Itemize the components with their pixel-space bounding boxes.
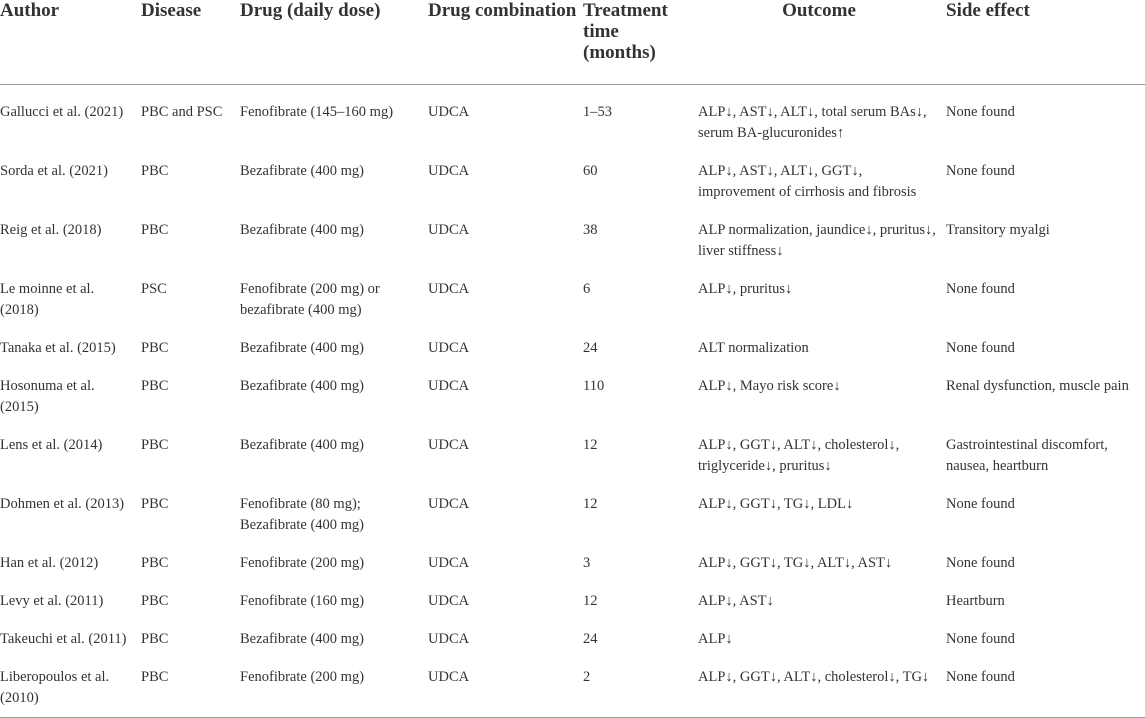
table-row <box>0 477 1145 536</box>
cell-author: Tanaka et al. (2015) <box>0 339 116 356</box>
header-disease: Disease <box>141 0 240 84</box>
cell-drug: Bezafibrate (400 mg) <box>240 436 365 453</box>
cell-disease: PBC <box>141 162 169 179</box>
cell-disease: PBC <box>141 592 169 609</box>
cell-author: Takeuchi et al. (2011) <box>0 630 127 647</box>
cell-side-effect: None found <box>946 495 1015 512</box>
cell-outcome: ALP↓, pruritus↓ <box>698 280 793 297</box>
cell-author: Hosonuma et al. (2015) <box>0 377 95 415</box>
cell-outcome: ALP↓, Mayo risk score↓ <box>698 377 841 394</box>
cell-disease: PBC and PSC <box>141 103 223 120</box>
cell-side-effect: None found <box>946 162 1015 179</box>
cell-outcome: ALP↓, AST↓, ALT↓, total serum BAs↓, serum BA-glucuronides↑ <box>698 103 927 141</box>
cell-side-effect: Renal dysfunction, muscle pain <box>946 377 1129 394</box>
cell-outcome: ALP↓, GGT↓, TG↓, LDL↓ <box>698 495 854 512</box>
header-outcome: Outcome <box>698 0 946 84</box>
cell-disease: PBC <box>141 495 169 512</box>
cell-author: Reig et al. (2018) <box>0 221 102 238</box>
cell-outcome: ALP↓, GGT↓, TG↓, ALT↓, AST↓ <box>698 554 893 571</box>
cell-drug: Fenofibrate (200 mg) or bezafibrate (400 mg) <box>240 280 380 318</box>
cell-outcome: ALP↓, GGT↓, ALT↓, cholesterol↓, TG↓ <box>698 650 946 718</box>
cell-treatment-time: 12 <box>583 436 598 453</box>
cell-outcome: ALP↓ <box>698 630 733 647</box>
table-row <box>0 574 1145 612</box>
cell-drug: Fenofibrate (200 mg) <box>240 554 365 571</box>
cell-treatment-time: 3 <box>583 554 591 571</box>
cell-combination: UDCA <box>428 221 470 238</box>
cell-author: Sorda et al. (2021) <box>0 162 108 179</box>
cell-disease: PBC <box>141 630 169 647</box>
cell-side-effect: None found <box>946 339 1015 356</box>
table-row <box>0 262 1145 321</box>
header-author: Author <box>0 0 141 84</box>
cell-outcome: ALP↓, GGT↓, ALT↓, cholesterol↓, triglyceride↓, pruritus↓ <box>698 436 900 474</box>
cell-drug: Bezafibrate (400 mg) <box>240 377 365 394</box>
cell-disease: PBC <box>141 650 240 718</box>
cell-outcome: ALT normalization <box>698 339 809 356</box>
cell-combination: UDCA <box>428 377 470 394</box>
cell-side-effect: None found <box>946 630 1015 647</box>
cell-disease: PBC <box>141 221 169 238</box>
cell-author: Levy et al. (2011) <box>0 592 104 609</box>
cell-disease: PBC <box>141 377 169 394</box>
cell-treatment-time: 60 <box>583 162 598 179</box>
cell-outcome: ALP normalization, jaundice↓, pruritus↓, liver stiffness↓ <box>698 221 936 259</box>
cell-treatment-time: 12 <box>583 592 598 609</box>
cell-author: Lens et al. (2014) <box>0 436 103 453</box>
cell-side-effect: Heartburn <box>946 592 1005 609</box>
cell-author: Liberopoulos et al. (2010) <box>0 650 141 718</box>
table-row <box>0 650 1145 718</box>
cell-side-effect: None found <box>946 103 1015 120</box>
cell-combination: UDCA <box>428 495 470 512</box>
header-combination: Drug combination <box>428 0 583 84</box>
cell-side-effect: None found <box>946 554 1015 571</box>
cell-drug: Fenofibrate (145–160 mg) <box>240 103 394 120</box>
cell-author: Le moinne et al. (2018) <box>0 280 95 318</box>
cell-treatment-time: 110 <box>583 377 605 394</box>
cell-drug: Bezafibrate (400 mg) <box>240 221 365 238</box>
cell-author: Gallucci et al. (2021) <box>0 103 124 120</box>
table-row <box>0 203 1145 262</box>
table-row <box>0 144 1145 203</box>
cell-drug: Fenofibrate (80 mg); Bezafibrate (400 mg) <box>240 495 365 533</box>
cell-side-effect: Transitory myalgi <box>946 221 1050 238</box>
cell-combination: UDCA <box>428 630 470 647</box>
cell-drug: Fenofibrate (200 mg) <box>240 650 428 718</box>
cell-combination: UDCA <box>428 280 470 297</box>
table-row <box>0 612 1145 650</box>
cell-disease: PBC <box>141 339 169 356</box>
cell-drug: Bezafibrate (400 mg) <box>240 630 365 647</box>
cell-treatment-time: 2 <box>583 650 698 718</box>
cell-disease: PBC <box>141 436 169 453</box>
header-drug: Drug (daily dose) <box>240 0 428 84</box>
header-row <box>0 0 1145 84</box>
cell-outcome: ALP↓, AST↓ <box>698 592 774 609</box>
table-row <box>0 536 1145 574</box>
cell-side-effect: None found <box>946 650 1145 718</box>
table-row <box>0 418 1145 477</box>
cell-drug: Fenofibrate (160 mg) <box>240 592 365 609</box>
cell-combination: UDCA <box>428 650 583 718</box>
cell-treatment-time: 12 <box>583 495 598 512</box>
header-side-effect: Side effect <box>946 0 1145 84</box>
table-body <box>0 84 1145 717</box>
cell-combination: UDCA <box>428 103 470 120</box>
table-row <box>0 321 1145 359</box>
cell-treatment-time: 38 <box>583 221 598 238</box>
cell-outcome: ALP↓, AST↓, ALT↓, GGT↓, improvement of cirrhosis and fibrosis <box>698 162 917 200</box>
cell-treatment-time: 24 <box>583 339 598 356</box>
cell-author: Dohmen et al. (2013) <box>0 495 125 512</box>
cell-combination: UDCA <box>428 554 470 571</box>
cell-drug: Bezafibrate (400 mg) <box>240 339 365 356</box>
cell-combination: UDCA <box>428 162 470 179</box>
cell-disease: PBC <box>141 554 169 571</box>
table-row <box>0 359 1145 418</box>
cell-combination: UDCA <box>428 592 470 609</box>
table-row <box>0 84 1145 144</box>
cell-treatment-time: 24 <box>583 630 598 647</box>
cell-side-effect: None found <box>946 280 1015 297</box>
cell-author: Han et al. (2012) <box>0 554 99 571</box>
header-treatment-time: Treatment time (months) <box>583 0 698 84</box>
cell-side-effect: Gastrointestinal discomfort, nausea, heartburn <box>946 436 1108 474</box>
table-header <box>0 0 1145 84</box>
cell-treatment-time: 6 <box>583 280 591 297</box>
cell-combination: UDCA <box>428 436 470 453</box>
cell-drug: Bezafibrate (400 mg) <box>240 162 365 179</box>
cell-disease: PSC <box>141 280 167 297</box>
cell-combination: UDCA <box>428 339 470 356</box>
cell-treatment-time: 1–53 <box>583 103 612 120</box>
